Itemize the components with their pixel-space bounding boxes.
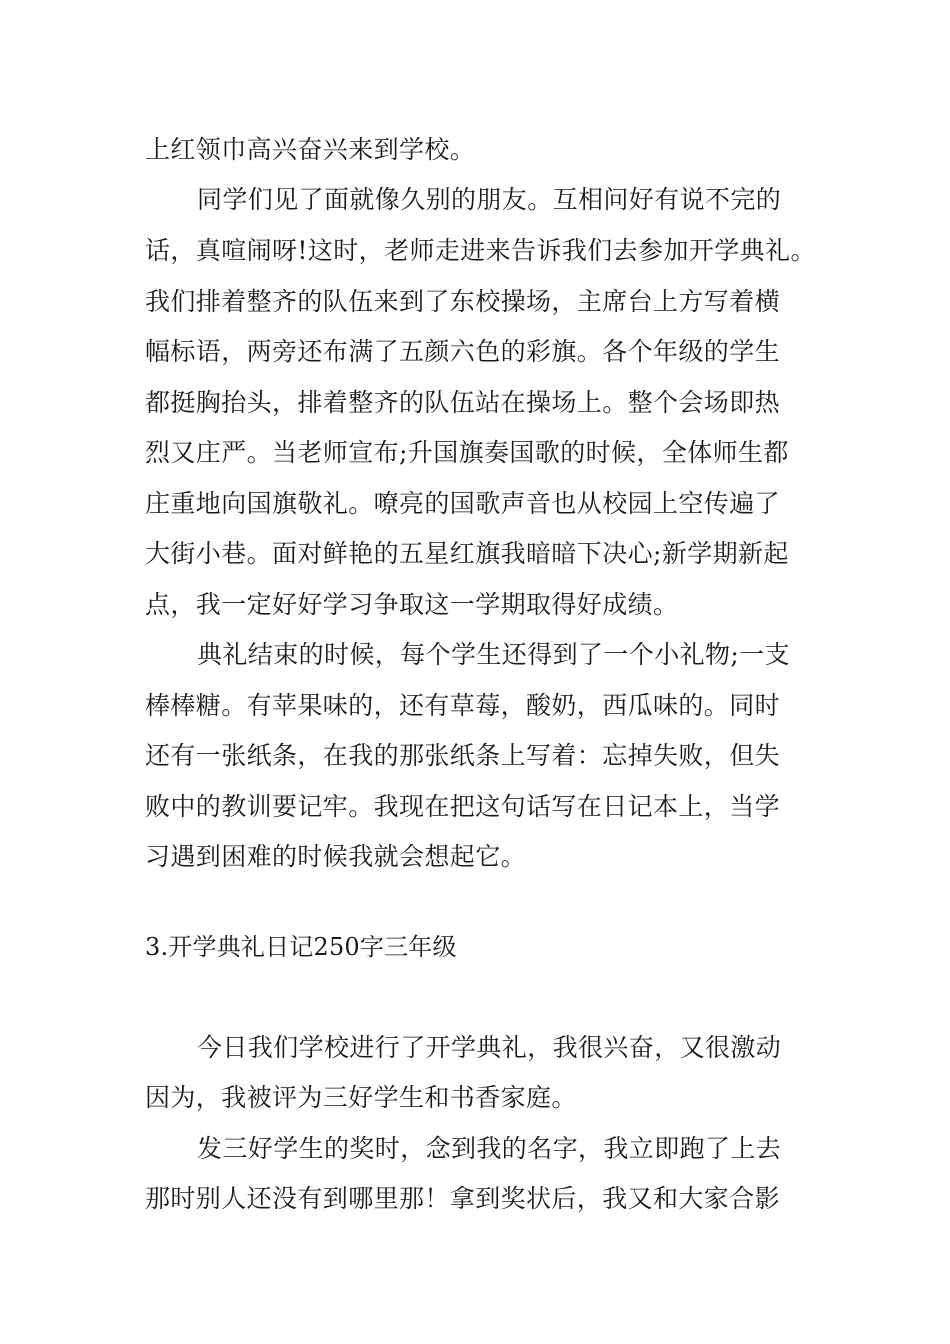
paragraph-line: 庄重地向国旗敬礼。嘹亮的国歌声音也从校园上空传遍了 <box>145 489 781 518</box>
paragraph-line: 幅标语，两旁还布满了五颜六色的彩旗。各个年级的学生 <box>145 337 781 366</box>
paragraph-line: 上红领巾高兴奋兴来到学校。 <box>145 135 476 164</box>
paragraph-line: 发三好学生的奖时，念到我的名字，我立即跑了上去 <box>197 1134 782 1163</box>
paragraph-line: 习遇到困难的时候我就会想起它。 <box>145 842 527 871</box>
paragraph-line: 点，我一定好好学习争取这一学期取得好成绩。 <box>145 590 679 619</box>
paragraph-line: 典礼结束的时候，每个学生还得到了一个小礼物;一支 <box>197 640 791 669</box>
paragraph-line: 棒棒糖。有苹果味的，还有草莓，酸奶，西瓜味的。同时 <box>145 691 781 720</box>
paragraph-line: 都挺胸抬头，排着整齐的队伍站在操场上。整个会场即热 <box>145 388 781 417</box>
paragraph-line: 因为，我被评为三好学生和书香家庭。 <box>145 1083 577 1112</box>
paragraph-line: 我们排着整齐的队伍来到了东校操场，主席台上方写着横 <box>145 287 781 316</box>
paragraph-line: 话，真喧闹呀!这时，老师走进来告诉我们去参加开学典礼。 <box>145 236 816 265</box>
paragraph-line: 烈又庄严。当老师宣布;升国旗奏国歌的时候，全体师生都 <box>145 438 789 467</box>
paragraph-line: 大街小巷。面对鲜艳的五星红旗我暗暗下决心;新学期新起 <box>145 539 789 568</box>
paragraph-line: 那时别人还没有到哪里那！拿到奖状后，我又和大家合影 <box>145 1184 781 1213</box>
paragraph-line: 还有一张纸条，在我的那张纸条上写着：忘掉失败，但失 <box>145 741 781 770</box>
paragraph-line: 败中的教训要记牢。我现在把这句话写在日记本上，当学 <box>145 792 781 821</box>
section-heading: 3.开学典礼日记250字三年级 <box>145 933 457 961</box>
paragraph-line: 同学们见了面就像久别的朋友。互相问好有说不完的 <box>197 185 782 214</box>
paragraph-line: 今日我们学校进行了开学典礼，我很兴奋，又很激动 <box>197 1033 782 1062</box>
